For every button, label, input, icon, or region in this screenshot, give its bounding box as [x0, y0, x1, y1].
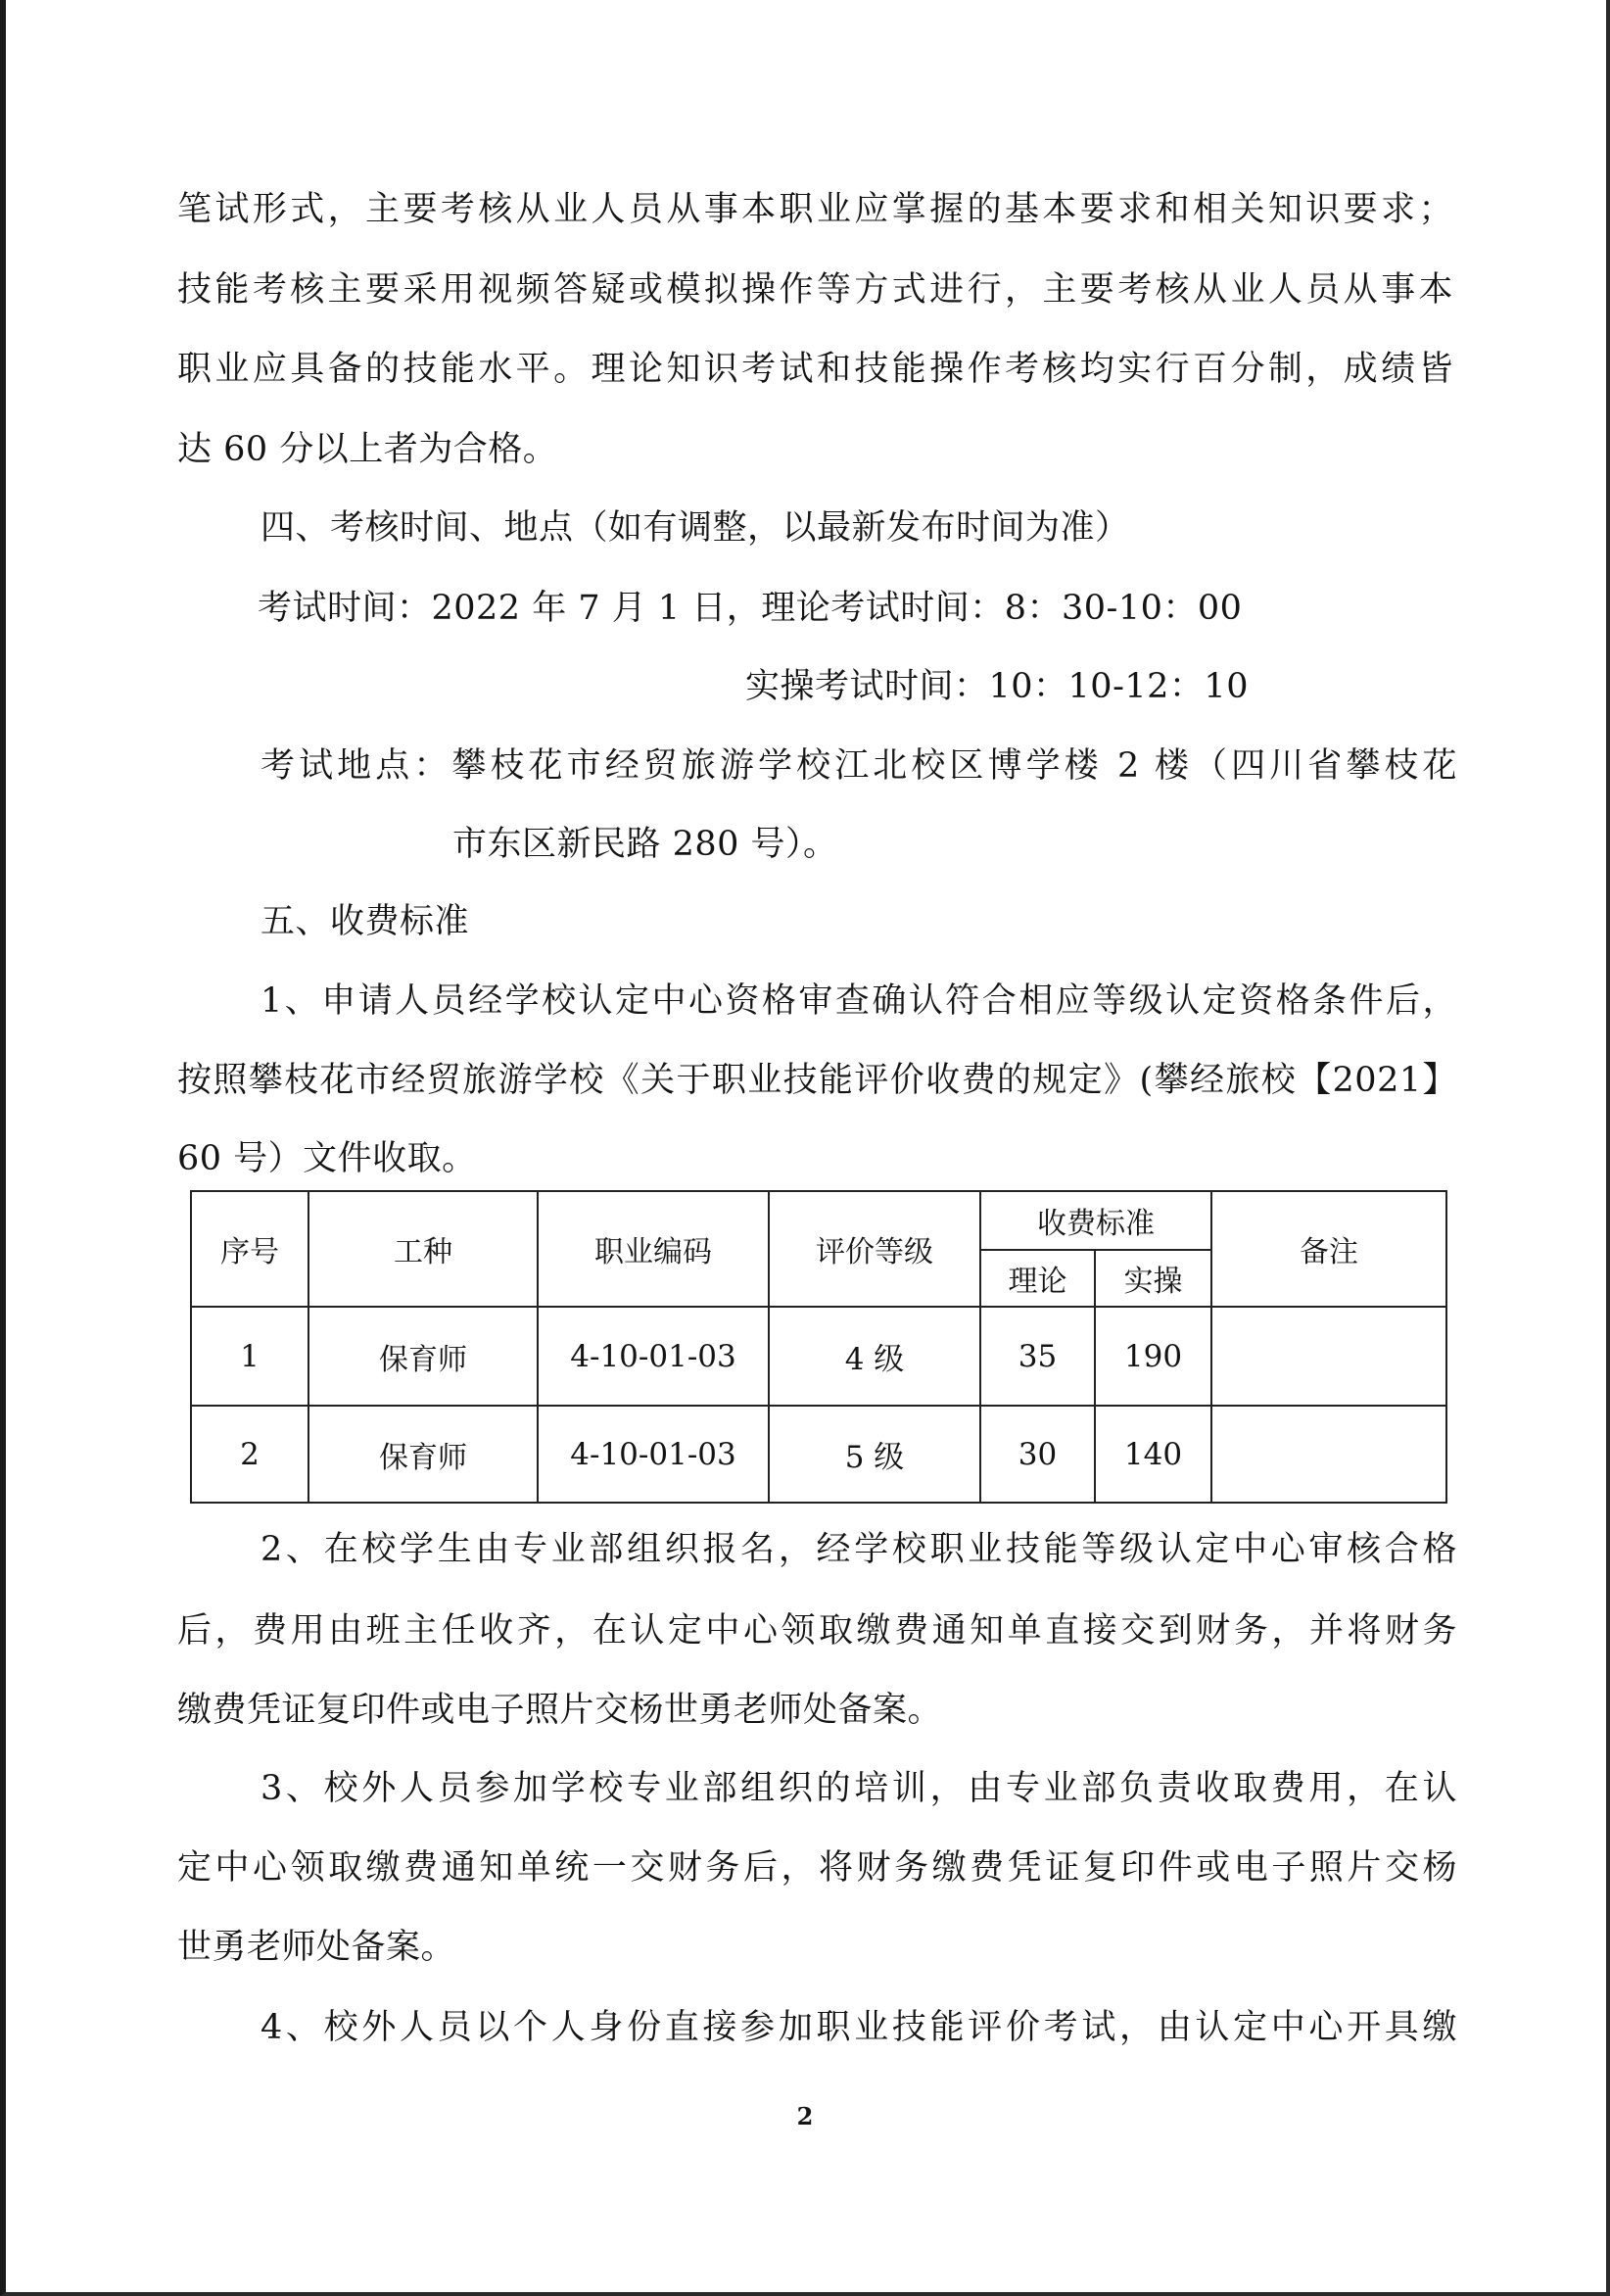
header-code: 职业编码	[538, 1191, 769, 1307]
cell-trade: 保育师	[308, 1406, 538, 1503]
cell-level: 4 级	[769, 1307, 980, 1406]
fee-item-2-cont: 后，费用由班主任收齐，在认定中心领取缴费通知单直接交到财务，并将财务	[177, 1611, 1457, 1650]
cell-seq: 2	[191, 1406, 308, 1503]
header-trade: 工种	[308, 1191, 538, 1307]
table-row	[191, 1307, 1446, 1406]
header-seq: 序号	[191, 1191, 308, 1307]
header-fee: 收费标准	[980, 1191, 1211, 1250]
section-heading: 四、考核时间、地点（如有调整，以最新发布时间为准）	[260, 508, 1130, 548]
body-text-line: 笔试形式，主要考核从业人员从事本职业应掌握的基本要求和相关知识要求；	[177, 190, 1453, 229]
exam-place: 考试地点：攀枝花市经贸旅游学校江北校区博学楼 2 楼（四川省攀枝花	[260, 746, 1457, 786]
table-row	[191, 1406, 1446, 1503]
cell-practice: 140	[1095, 1406, 1211, 1503]
body-text-line: 职业应具备的技能水平。理论知识考试和技能操作考核均实行百分制，成绩皆	[177, 350, 1453, 389]
cell-practice: 190	[1095, 1307, 1211, 1406]
fee-item-1-cont: 按照攀枝花市经贸旅游学校《关于职业技能评价收费的规定》(攀经旅校【2021】	[177, 1061, 1457, 1100]
page-number: 2	[796, 2102, 814, 2130]
header-level: 评价等级	[769, 1191, 980, 1307]
exam-place-cont: 市东区新民路 280 号）。	[452, 825, 838, 864]
cell-remark	[1211, 1307, 1446, 1406]
cell-seq: 1	[191, 1307, 308, 1406]
fee-item-3-cont: 世勇老师处备案。	[177, 1928, 456, 1967]
header-theory: 理论	[980, 1250, 1095, 1307]
cell-theory: 35	[980, 1307, 1095, 1406]
fee-item-4: 4、校外人员以个人身份直接参加职业技能评价考试，由认定中心开具缴	[260, 2008, 1457, 2047]
fee-item-2: 2、在校学生由专业部组织报名，经学校职业技能等级认定中心审核合格	[260, 1530, 1457, 1569]
cell-level: 5 级	[769, 1406, 980, 1503]
section-heading: 五、收费标准	[260, 902, 470, 941]
cell-code: 4-10-01-03	[538, 1307, 769, 1406]
fee-item-1-cont: 60 号）文件收取。	[177, 1139, 477, 1178]
exam-time: 考试时间：2022 年 7 月 1 日，理论考试时间：8：30-10：00	[258, 589, 1243, 628]
fee-table	[190, 1190, 1447, 1504]
practical-exam-time: 实操考试时间：10：10-12：10	[745, 667, 1249, 706]
body-text-line: 达 60 分以上者为合格。	[177, 430, 558, 469]
fee-item-3-cont: 定中心领取缴费通知单统一交财务后，将财务缴费凭证复印件或电子照片交杨	[177, 1848, 1457, 1888]
header-remark: 备注	[1211, 1191, 1446, 1307]
header-practice: 实操	[1095, 1250, 1211, 1307]
cell-remark	[1211, 1406, 1446, 1503]
cell-theory: 30	[980, 1406, 1095, 1503]
fee-item-2-cont: 缴费凭证复印件或电子照片交杨世勇老师处备案。	[177, 1691, 943, 1730]
fee-item-3: 3、校外人员参加学校专业部组织的培训，由专业部负责收取费用，在认	[260, 1769, 1457, 1808]
fee-item-1: 1、申请人员经学校认定中心资格审查确认符合相应等级认定资格条件后，	[260, 981, 1457, 1021]
cell-code: 4-10-01-03	[538, 1406, 769, 1503]
body-text-line: 技能考核主要采用视频答疑或模拟操作等方式进行，主要考核从业人员从事本	[177, 270, 1453, 310]
cell-trade: 保育师	[308, 1307, 538, 1406]
